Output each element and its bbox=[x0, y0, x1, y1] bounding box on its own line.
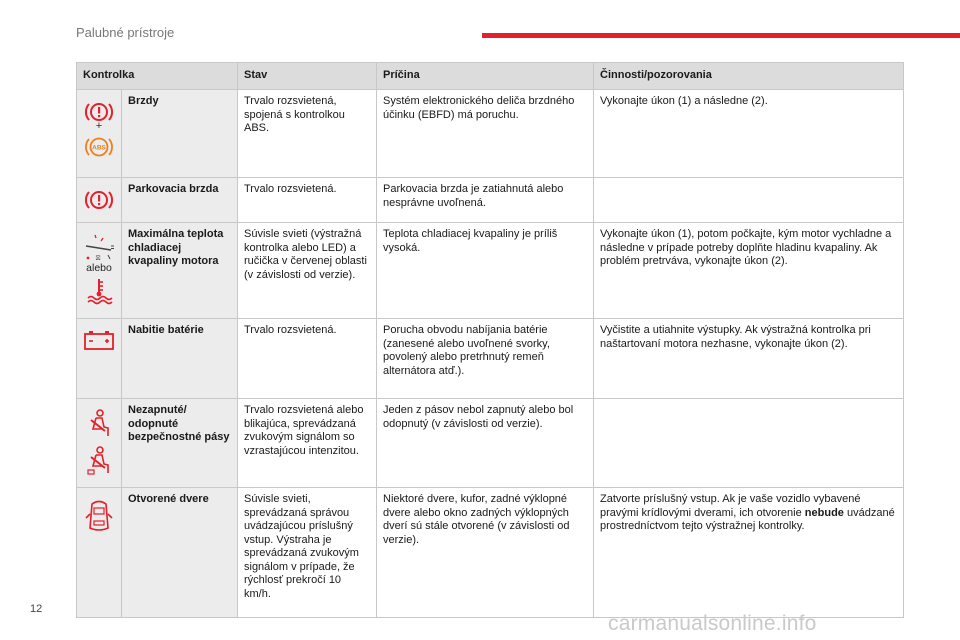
warning-cause: Systém elektronického deliča brzdného účinku (EBFD) má poruchu. bbox=[377, 90, 594, 178]
seatbelt-icon bbox=[84, 409, 114, 439]
warning-cause: Jeden z pásov nebol zapnutý alebo bol odopnutý (v závislosti od verzie). bbox=[377, 399, 594, 488]
warning-state: Súvisle svieti, sprevádzaná správou uvádzajúcou príslušný vstup. Výstraha je sprevádzaná zvukovým signálom v prípade, že rýchlosť prekročí 10 km/h. bbox=[238, 488, 377, 618]
header-accent-bar bbox=[482, 33, 960, 38]
warning-icons-cell bbox=[77, 488, 122, 618]
or-label: alebo bbox=[86, 262, 112, 274]
action-text-start: Zatvorte príslušný vstup. Ak je vaše vozidlo vybavené pravými krídlovými dverami, ich otvorenie bbox=[600, 493, 861, 519]
abs-icon bbox=[84, 134, 114, 160]
warning-action: Vykonajte úkon (1) a následne (2). bbox=[594, 90, 904, 178]
warning-name: Nabitie batérie bbox=[122, 319, 238, 399]
warning-name: Maximálna teplota chladiacej kvapaliny motora bbox=[122, 223, 238, 319]
svg-text:⛝: ⛝ bbox=[95, 255, 101, 261]
warning-name: Brzdy bbox=[122, 90, 238, 178]
svg-text:ABS: ABS bbox=[92, 144, 106, 152]
column-header-cinnosti: Činnosti/pozorovania bbox=[594, 63, 904, 90]
table-row bbox=[77, 90, 904, 178]
warning-icons-cell bbox=[77, 90, 122, 178]
table-row bbox=[77, 223, 904, 319]
warning-action bbox=[594, 178, 904, 223]
table-row bbox=[77, 488, 904, 618]
warning-cause: Porucha obvodu nabíjania batérie (zanesené alebo uvoľnené svorky, povolený alebo pretrhnutý remeň alternátora atď.). bbox=[377, 319, 594, 399]
warning-lights-table bbox=[76, 62, 904, 618]
column-header-stav: Stav bbox=[238, 63, 377, 90]
warning-cause: Parkovacia brzda je zatiahnutá alebo nesprávne uvoľnená. bbox=[377, 178, 594, 223]
warning-name: Parkovacia brzda bbox=[122, 178, 238, 223]
warning-state: Trvalo rozsvietená, spojená s kontrolkou ABS. bbox=[238, 90, 377, 178]
warning-name: Otvorené dvere bbox=[122, 488, 238, 618]
parking-brake-icon bbox=[84, 188, 114, 212]
door-open-icon bbox=[84, 498, 114, 534]
warning-icons-cell bbox=[77, 399, 122, 488]
warning-name: Nezapnuté/ odopnuté bezpečnostné pásy bbox=[122, 399, 238, 488]
warning-action: Vykonajte úkon (1), potom počkajte, kým motor vychladne a následne v prípade potreby doplňte hladinu kvapaliny. Ak problém pretrváva, vykonajte úkon (2). bbox=[594, 223, 904, 319]
seatbelt-passenger-icon bbox=[84, 446, 114, 476]
warning-state: Súvisle svieti (výstražná kontrolka alebo LED) a ručička v červenej oblasti (v závislosti od verzie). bbox=[238, 223, 377, 319]
warning-state: Trvalo rozsvietená. bbox=[238, 319, 377, 399]
warning-state: Trvalo rozsvietená alebo blikajúca, sprevádzaná zvukovým signálom so vzrastajúcou intenzitou. bbox=[238, 399, 377, 488]
table-row bbox=[77, 319, 904, 399]
coolant-temperature-icon bbox=[84, 277, 114, 305]
warning-state: Trvalo rozsvietená. bbox=[238, 178, 377, 223]
coolant-temperature-gauge-icon bbox=[81, 233, 117, 261]
warning-icons-cell bbox=[77, 178, 122, 223]
action-text-end: uvádzané prostredníctvom tejto výstražnej kontrolky. bbox=[600, 506, 895, 532]
table-row bbox=[77, 399, 904, 488]
battery-icon bbox=[83, 329, 115, 351]
table-header-row bbox=[77, 63, 904, 90]
warning-action bbox=[594, 399, 904, 488]
watermark: carmanualsonline.info bbox=[608, 612, 817, 635]
action-text-bold: nebude bbox=[804, 506, 844, 519]
warning-action: Vyčistite a utiahnite výstupky. Ak výstražná kontrolka pri naštartovaní motora nezhasne, vykonajte úkon (2). bbox=[594, 319, 904, 399]
table-row bbox=[77, 178, 904, 223]
warning-icons-cell bbox=[77, 223, 122, 319]
warning-cause: Teplota chladiacej kvapaliny je príliš vysoká. bbox=[377, 223, 594, 319]
column-header-kontrolka: Kontrolka bbox=[77, 63, 238, 90]
column-header-pricina: Príčina bbox=[377, 63, 594, 90]
warning-icons-cell bbox=[77, 319, 122, 399]
warning-action bbox=[594, 488, 904, 618]
warning-cause: Niektoré dvere, kufor, zadné výklopné dvere alebo okno zadných výklopných dverí sú stále otvorené (v závislosti od verzie). bbox=[377, 488, 594, 618]
page-header-title: Palubné prístroje bbox=[76, 25, 175, 40]
page-number: 12 bbox=[30, 603, 43, 615]
icon-plus-sign: + bbox=[95, 120, 103, 132]
